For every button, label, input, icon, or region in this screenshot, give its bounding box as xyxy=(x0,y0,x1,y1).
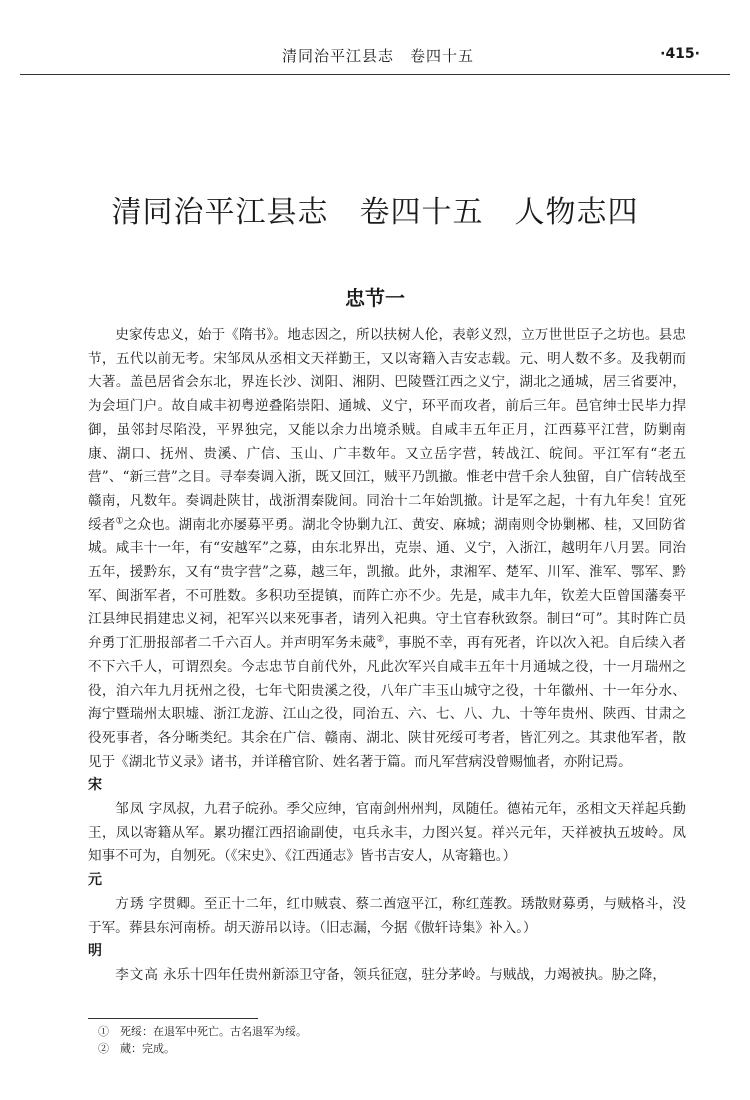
footnotes xyxy=(88,1018,688,1058)
footnote-marker: ② xyxy=(376,634,385,645)
footnote-divider xyxy=(88,1018,258,1019)
dynasty-heading: 宋 xyxy=(88,777,102,794)
running-header xyxy=(20,34,730,75)
page-number: ·415· xyxy=(660,46,700,62)
footnote-2: ② 蒇：完成。 xyxy=(98,1042,175,1055)
dynasty-heading: 明 xyxy=(88,943,102,960)
biography-entry: 李文高 永乐十四年任贵州新添卫守备，领兵征寇，驻分茅岭。与贼战，力竭被执。胁之降， xyxy=(115,966,666,983)
biography-entry: 邹凤 字凤叔，九君子皖孙。季父应绅，官南剑州州判，凤随任。德祐元年，丞相文天祥起兵勤王，凤以寄籍从军。累功擢江西招谕副使，屯兵永丰，力图兴复。祥兴元年，天祥被执五坡岭。凤知事不可为，自刎死。（《宋史》、《江西通志》皆书吉安人，从寄籍也。） xyxy=(88,801,686,865)
person-name: 李文高 xyxy=(115,966,159,983)
person-name: 方琇 xyxy=(115,895,145,912)
main-text xyxy=(88,324,686,988)
running-title: 清同治平江县志 卷四十五 xyxy=(282,47,475,65)
chapter-title: 清同治平江县志 卷四十五 人物志四 xyxy=(111,195,639,230)
footnote-1: ① 死绥：在退军中死亡。古名退军为绥。 xyxy=(98,1025,307,1038)
biography-entry: 方琇 字贯卿。至正十二年，红巾贼袁、蔡二酋寇平江，称红莲教。琇散财募勇，与贼格斗，没于军。葬县东河南桥。胡天游吊以诗。（旧志漏，今据《傲轩诗集》补入。） xyxy=(88,895,686,936)
intro-paragraph: 史家传忠义，始于《隋书》。地志因之，所以扶树人伦，表彰义烈，立万世世臣子之坊也。县忠节，五代以前无考。宋邹凤从丞相文天祥勤王，又以寄籍入吉安志载。元、明人数不多。及我朝而大著。盖邑居省会东北，界连长沙、浏阳、湘阴、巴陵暨江西之义宁，湖北之通城，居三省要冲，为会垣门户。故自咸丰初粤逆叠陷崇阳、通城、义宁，环平而攻者，前后三年。邑官绅士民毕力捍御，虽邻封尽陷没，平界独完，又能以余力出境杀贼。自咸丰五年正月，江西募平江营，防剿南康、湖口、抚州、贵溪、广信、玉山、广丰数年。又立岳字营，转战江、皖间。平江军有“老五营”、“新三营”之目。寻奉奏调入浙，既又回江，贼平乃凯撤。惟老中营千余人独留，自广信转战至赣南，凡数年。奏调赴陕甘，战浙渭秦陇间。同治十二年始凯撤。计是军之起，十有九年矣！宜死绥者①之众也。湖南北亦屡募平勇。湖北令协剿九江、黄安、麻城；湖南则令协剿郴、桂，又回防省城。咸丰十一年，有“安越军”之募，由东北界出，克崇、通、义宁，入浙江，越明年八月罢。同治五年，援黔东，又有“贵字营”之募，越三年，凯撤。此外，隶湘军、楚军、川军、淮军、鄂军、黔军、闽浙军者，不可胜数。多积功至提镇，而阵亡亦不少。先是，咸丰九年，钦差大臣曾国藩奏平江县绅民捐建忠义祠，祀军兴以来死事者，请列入祀典。守土官春秋致祭。制曰“可”。其时阵亡员弁勇丁汇册报部者二千六百人。并声明军务未蒇②，事脱不幸，再有死者，许以次入祀。自后续入者不下六千人，可谓烈矣。今志忠节自前代外，凡此次军兴自咸丰五年十月通城之役，十一月瑞州之役，洎六年九月抚州之役，七年弋阳贵溪之役，八年广丰玉山城守之役，十年徽州、十一年分水、海宁暨瑞州太职墟、浙江龙游、江山之役，同治五、六、七、八、九、十等年贵州、陕西、甘肃之役死事者，各分晰类纪。其余在广信、赣南、湖北、陕甘死绥可考者，皆汇列之。其隶他军者，散见于《湖北节义录》诸书，并详稽官阶、姓名著于篇。而凡军营病没曾赐恤者，亦附记焉。 xyxy=(88,327,687,770)
person-name: 邹凤 xyxy=(115,801,145,818)
footnote-marker: ① xyxy=(115,516,124,527)
dynasty-heading: 元 xyxy=(88,872,102,889)
section-title: 忠节一 xyxy=(345,286,405,310)
